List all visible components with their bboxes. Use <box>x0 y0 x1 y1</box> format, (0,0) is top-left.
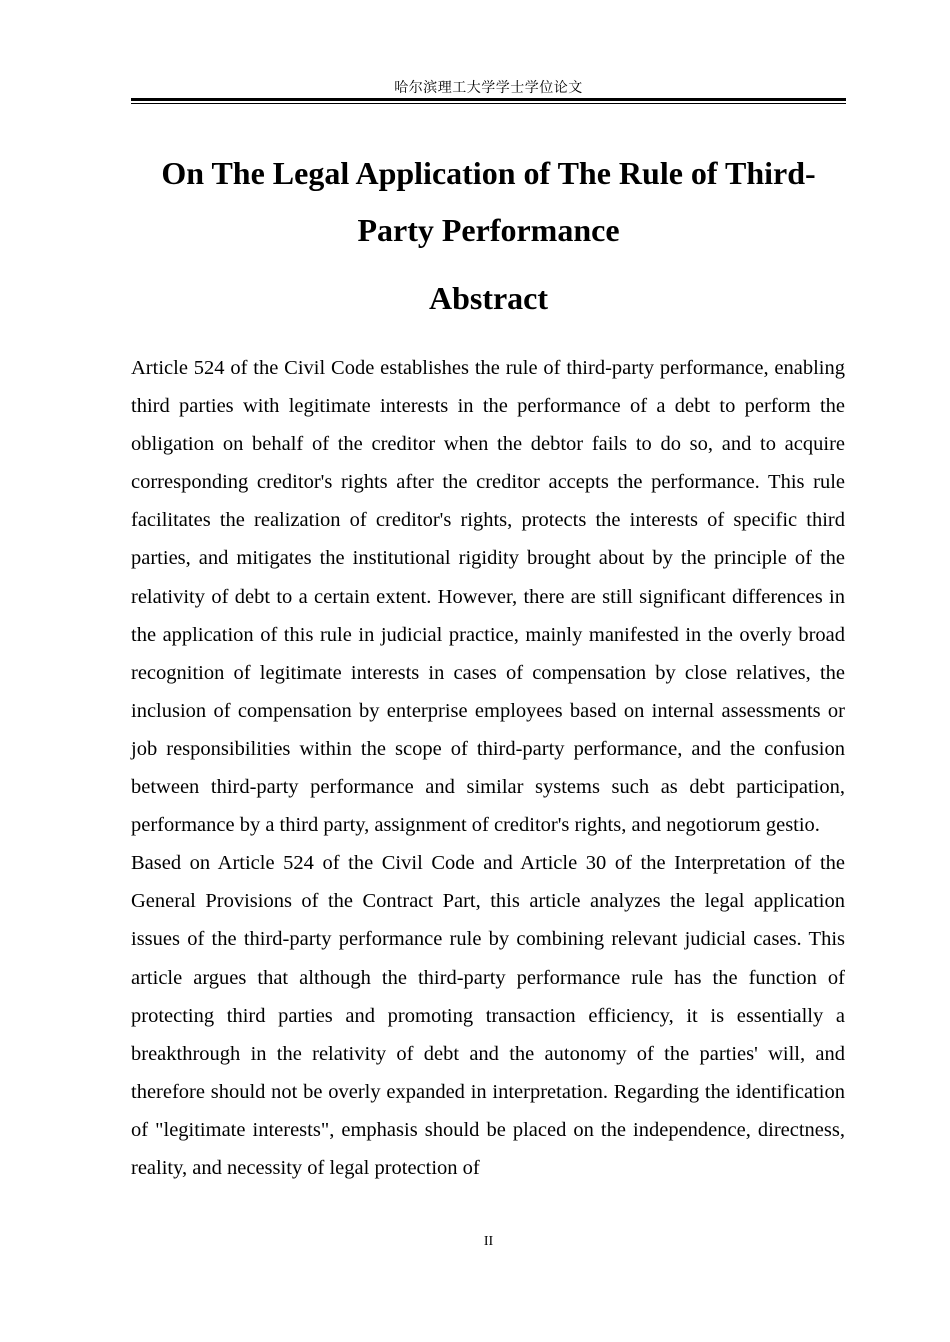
abstract-body <box>131 349 845 1187</box>
running-header: 哈尔滨理工大学学士学位论文 <box>394 80 583 96</box>
abstract-heading: Abstract <box>428 280 549 316</box>
page-number: II <box>483 1234 494 1249</box>
header-rule-thin <box>131 103 846 104</box>
paper-title: On The Legal Application of The Rule of Third-Party Performance <box>161 155 816 248</box>
header-rule-thick <box>131 98 846 101</box>
abstract-paragraph-1: Article 524 of the Civil Code establishes the rule of third-party performance, enabling third parties with legitimate interests in the performance of a debt to perform the obligation on behalf of the creditor when the debtor fails to do so, and to acquire corresponding creditor's rights after the creditor accepts the performance. This rule facilitates the realization of creditor's rights, protects the interests of specific third parties, and mitigates the institutional rigidity brought about by the principle of the relativity of debt to a certain extent. However, there are still significant differences in the application of this rule in judicial practice, mainly manifested in the overly broad recognition of legitimate interests in cases of compensation by close relatives, the inclusion of compensation by enterprise employees based on internal assessments or job responsibilities within the scope of third-party performance, and the confusion between third-party performance and similar systems such as debt participation, performance by a third party, assignment of creditor's rights, and negotiorum gestio. <box>131 357 845 837</box>
abstract-paragraph-2: Based on Article 524 of the Civil Code and Article 30 of the Interpretation of the General Provisions of the Contract Part, this article analyzes the legal application issues of the third-party performance rule by combining relevant judicial cases. This article argues that although the third-party performance rule has the function of protecting third parties and promoting transaction efficiency, it is essentially a breakthrough in the relativity of debt and the autonomy of the parties' will, and therefore should not be overly expanded in interpretation. Regarding the identification of "legitimate interests", emphasis should be placed on the independence, directness, reality, and necessity of legal protection of <box>131 852 845 1179</box>
